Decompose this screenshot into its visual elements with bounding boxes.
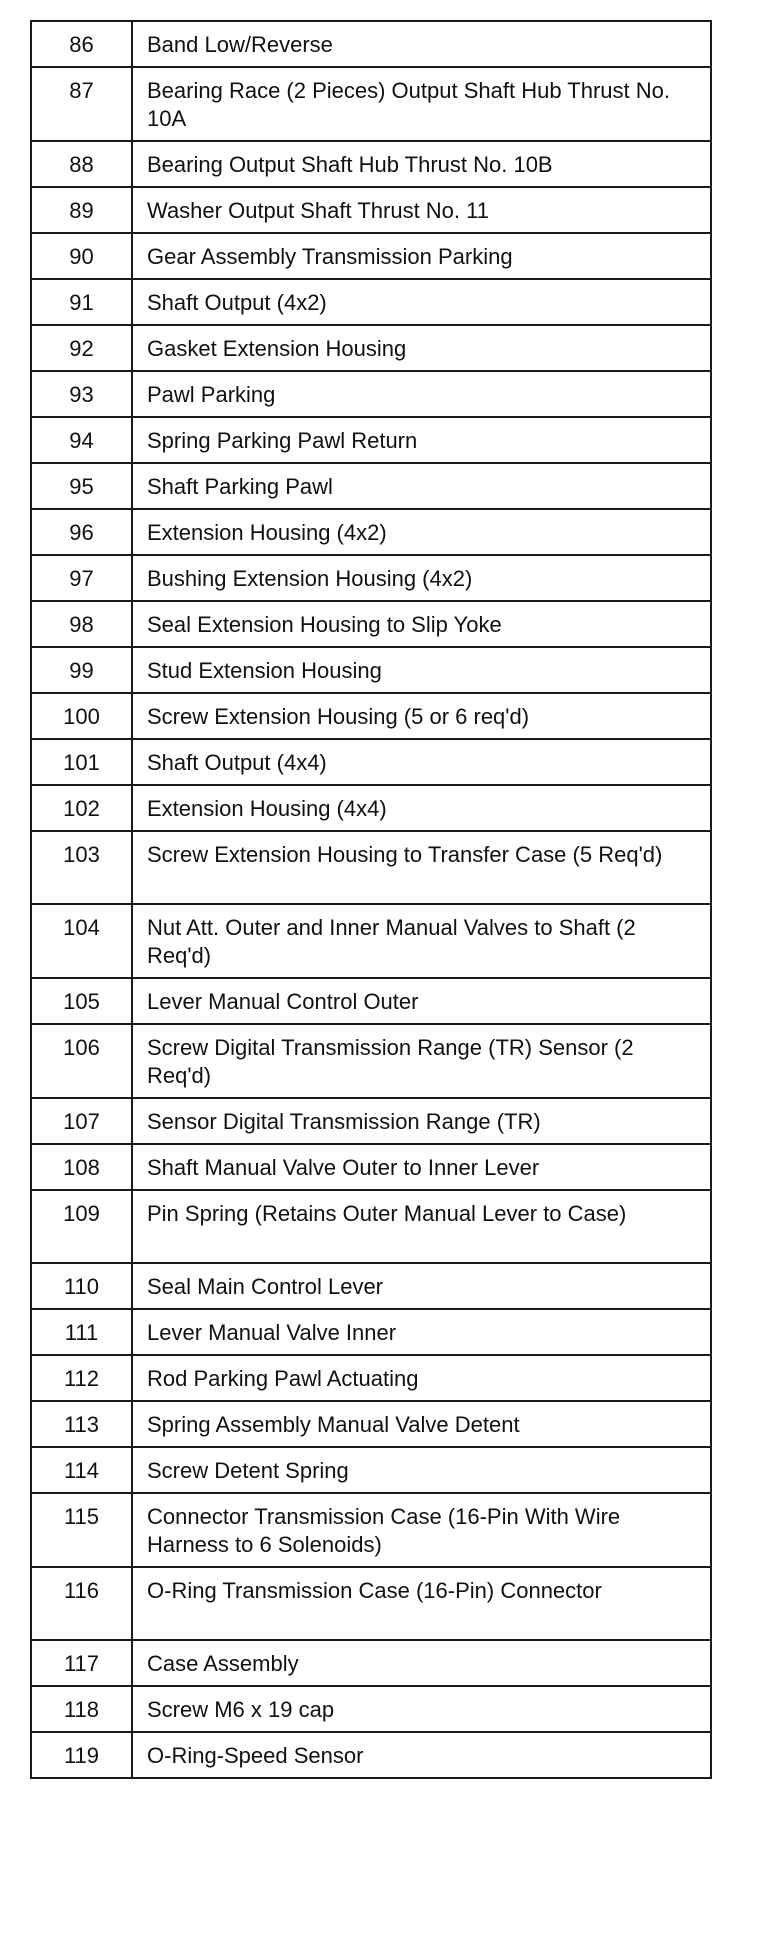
table-row	[31, 279, 711, 325]
part-number: 91	[31, 279, 132, 325]
table-row	[31, 187, 711, 233]
part-number: 115	[31, 1493, 132, 1567]
part-description: Seal Extension Housing to Slip Yoke	[132, 601, 711, 647]
part-number: 90	[31, 233, 132, 279]
table-row	[31, 555, 711, 601]
part-description: Extension Housing (4x4)	[132, 785, 711, 831]
part-number: 107	[31, 1098, 132, 1144]
table-row	[31, 785, 711, 831]
part-description: Spring Assembly Manual Valve Detent	[132, 1401, 711, 1447]
part-number: 108	[31, 1144, 132, 1190]
table-row	[31, 1447, 711, 1493]
part-description: Bushing Extension Housing (4x2)	[132, 555, 711, 601]
part-description: Shaft Output (4x4)	[132, 739, 711, 785]
part-description: Extension Housing (4x2)	[132, 509, 711, 555]
table-row	[31, 509, 711, 555]
part-number: 93	[31, 371, 132, 417]
table-row	[31, 1024, 711, 1098]
part-description: Shaft Parking Pawl	[132, 463, 711, 509]
part-number: 117	[31, 1640, 132, 1686]
part-number: 100	[31, 693, 132, 739]
table-row	[31, 1686, 711, 1732]
table-row	[31, 647, 711, 693]
part-description: Lever Manual Valve Inner	[132, 1309, 711, 1355]
part-number: 88	[31, 141, 132, 187]
part-description: Band Low/Reverse	[132, 21, 711, 67]
table-row	[31, 904, 711, 978]
table-row	[31, 371, 711, 417]
part-number: 86	[31, 21, 132, 67]
table-row	[31, 463, 711, 509]
part-description: Screw Digital Transmission Range (TR) Sensor (2 Req'd)	[132, 1024, 711, 1098]
part-description: Screw Extension Housing (5 or 6 req'd)	[132, 693, 711, 739]
part-number: 111	[31, 1309, 132, 1355]
table-row	[31, 693, 711, 739]
table-row	[31, 141, 711, 187]
part-number: 95	[31, 463, 132, 509]
table-row	[31, 739, 711, 785]
part-description: Lever Manual Control Outer	[132, 978, 711, 1024]
table-row	[31, 325, 711, 371]
part-description: Gasket Extension Housing	[132, 325, 711, 371]
parts-table	[30, 20, 712, 1779]
part-description: Bearing Output Shaft Hub Thrust No. 10B	[132, 141, 711, 187]
part-description: Pawl Parking	[132, 371, 711, 417]
part-number: 96	[31, 509, 132, 555]
part-description: O-Ring Transmission Case (16-Pin) Connector	[132, 1567, 711, 1640]
part-description: Gear Assembly Transmission Parking	[132, 233, 711, 279]
part-number: 104	[31, 904, 132, 978]
table-row	[31, 1098, 711, 1144]
part-number: 101	[31, 739, 132, 785]
part-description: Sensor Digital Transmission Range (TR)	[132, 1098, 711, 1144]
part-number: 92	[31, 325, 132, 371]
part-description: Screw Extension Housing to Transfer Case (5 Req'd)	[132, 831, 711, 904]
part-description: Rod Parking Pawl Actuating	[132, 1355, 711, 1401]
part-description: Seal Main Control Lever	[132, 1263, 711, 1309]
part-number: 112	[31, 1355, 132, 1401]
part-number: 102	[31, 785, 132, 831]
table-row	[31, 1355, 711, 1401]
part-number: 89	[31, 187, 132, 233]
table-row	[31, 1309, 711, 1355]
table-row	[31, 831, 711, 904]
part-description: O-Ring-Speed Sensor	[132, 1732, 711, 1778]
part-number: 94	[31, 417, 132, 463]
part-description: Shaft Output (4x2)	[132, 279, 711, 325]
part-description: Washer Output Shaft Thrust No. 11	[132, 187, 711, 233]
part-description: Case Assembly	[132, 1640, 711, 1686]
part-description: Spring Parking Pawl Return	[132, 417, 711, 463]
part-number: 118	[31, 1686, 132, 1732]
part-number: 105	[31, 978, 132, 1024]
part-description: Bearing Race (2 Pieces) Output Shaft Hub Thrust No. 10A	[132, 67, 711, 141]
table-row	[31, 1732, 711, 1778]
part-number: 103	[31, 831, 132, 904]
part-description: Nut Att. Outer and Inner Manual Valves to Shaft (2 Req'd)	[132, 904, 711, 978]
table-row	[31, 978, 711, 1024]
part-number: 97	[31, 555, 132, 601]
part-number: 113	[31, 1401, 132, 1447]
table-row	[31, 601, 711, 647]
table-row	[31, 233, 711, 279]
table-row	[31, 1567, 711, 1640]
part-number: 109	[31, 1190, 132, 1263]
table-row	[31, 1493, 711, 1567]
part-description: Screw Detent Spring	[132, 1447, 711, 1493]
part-number: 114	[31, 1447, 132, 1493]
part-number: 116	[31, 1567, 132, 1640]
part-description: Pin Spring (Retains Outer Manual Lever to Case)	[132, 1190, 711, 1263]
table-row	[31, 417, 711, 463]
part-description: Shaft Manual Valve Outer to Inner Lever	[132, 1144, 711, 1190]
part-number: 106	[31, 1024, 132, 1098]
table-row	[31, 67, 711, 141]
table-row	[31, 1263, 711, 1309]
parts-table-body	[31, 21, 711, 1778]
part-number: 98	[31, 601, 132, 647]
part-number: 110	[31, 1263, 132, 1309]
part-description: Stud Extension Housing	[132, 647, 711, 693]
part-number: 87	[31, 67, 132, 141]
table-row	[31, 1144, 711, 1190]
part-description: Connector Transmission Case (16-Pin With Wire Harness to 6 Solenoids)	[132, 1493, 711, 1567]
part-description: Screw M6 x 19 cap	[132, 1686, 711, 1732]
table-row	[31, 21, 711, 67]
table-row	[31, 1640, 711, 1686]
table-row	[31, 1190, 711, 1263]
part-number: 119	[31, 1732, 132, 1778]
table-row	[31, 1401, 711, 1447]
part-number: 99	[31, 647, 132, 693]
